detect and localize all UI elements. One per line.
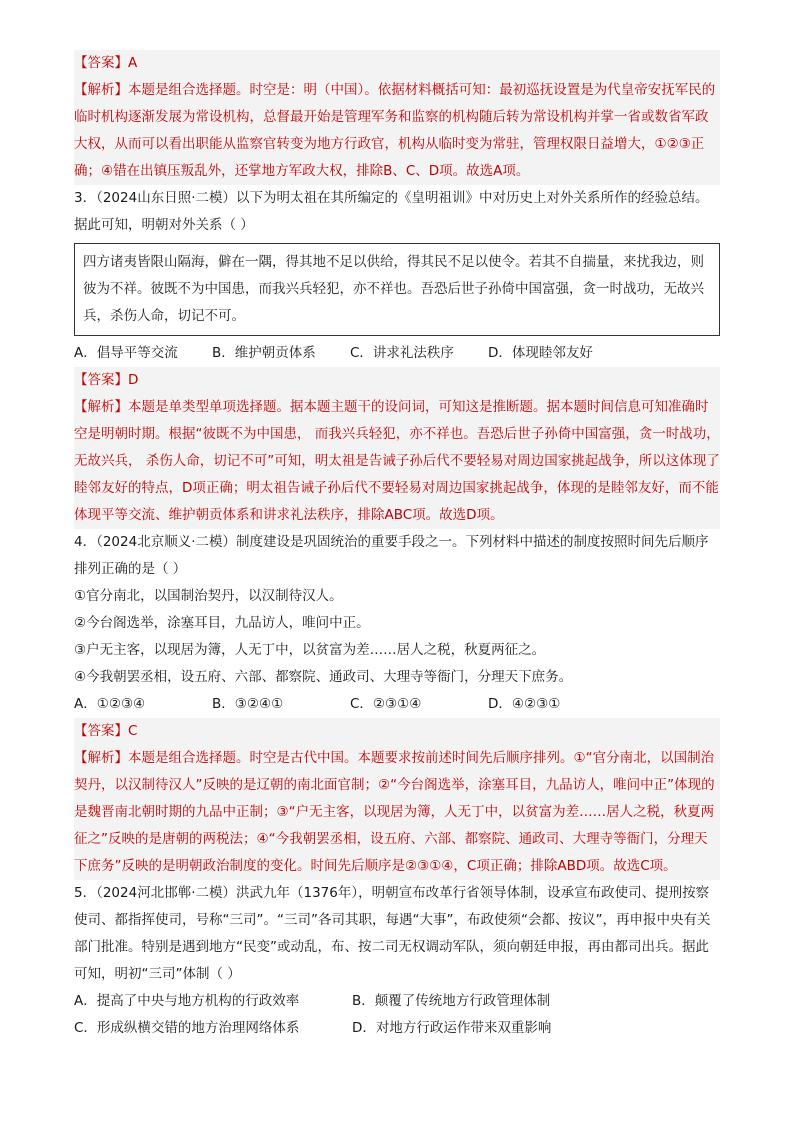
q5-option-b: B．颠覆了传统地方行政管理体制 [352, 993, 551, 1009]
q3-stem: 3．（2024山东日照·二模）以下为明太祖在其所编定的《皇明祖训》中对历史上对外关系所作的经验总结。据此可知，明朝对外关系（ ） [74, 190, 709, 233]
q5-options-row-2 [74, 1015, 720, 1042]
q5-stem: 5．（2024河北邯郸·二模）洪武九年（1376年），明朝宣布改革行省领导体制，设承宣布政使司、提刑按察使司、都指挥使司，号称“三司”。“三司”各司其职，每遇“大事”，布政使须“会都、按议”，再申报中央有关部门批准。特别是遇到地方“民变”或动乱，布、按二司无权调动军队，须向朝廷申报，再由都司出兵。据此可知，明初“三司”体制（ ） [74, 885, 711, 982]
q5-options-row-1 [74, 988, 720, 1015]
q4-stem: 4．（2024北京顺义·二模）制度建设是巩固统治的重要手段之一。下列材料中描述的制度按照时间先后顺序排列正确的是（ ） [74, 534, 709, 577]
q4-analysis: 【解析】本题是组合选择题。时空是古代中国。本题要求按前述时间先后顺序排列。①“官分南北，以国制治契丹，以汉制待汉人”反映的是辽朝的南北面官制；②“今台阁选举，涂塞耳目，九品访人，唯问中正”体现的是魏晋南北朝时期的九品中正制；③“户无主客，以现居为簿，人无丁中，以贫富为差……居人之税，秋夏两征之”反映的是唐朝的两税法；④“今我朝罢丞相，设五府、六部、都察院、通政司、大理寺等衙门，分理天下庶务”反映的是明朝政治制度的变化。时间先后顺序是②③①④，C项正确；排除ABD项。故选C项。 [74, 750, 715, 874]
q4-answer: 【答案】C [74, 723, 138, 739]
q3-options [74, 340, 720, 367]
q4-options [74, 691, 720, 718]
q3-answer-block [74, 367, 720, 529]
q5-option-a: A．提高了中央与地方机构的行政效率 [74, 993, 300, 1009]
q4-item-2: ②今台阁选举，涂塞耳目，九品访人，唯问中正。 [74, 615, 370, 631]
q5-option-d: D．对地方行政运作带来双重影响 [352, 1020, 552, 1036]
q4-option-a: A．①②③④ [74, 696, 146, 712]
q2-answer-block [74, 50, 720, 185]
q4-option-c: C．②③①④ [350, 696, 422, 712]
q3-option-a: A．倡导平等交流 [74, 345, 178, 361]
q2-answer: 【答案】A [74, 55, 138, 71]
q4-item-4: ④今我朝罢丞相，设五府、六部、都察院、通政司、大理寺等衙门，分理天下庶务。 [74, 669, 573, 685]
q5-option-c: C．形成纵横交错的地方治理网络体系 [74, 1020, 300, 1036]
q3-answer: 【答案】D [74, 372, 139, 388]
q2-analysis: 【解析】本题是组合选择题。时空是：明（中国）。依据材料概括可知：最初巡抚设置是为代皇帝安抚军民的临时机构逐渐发展为常设机构，总督最开始是管理军务和监察的机构随后转为常设机构并掌一省或数省军政大权，从而可以看出职能从监察官转变为地方行政官，机构从临时变为常驻，管理权限日益增大，①②③正确；④错在出镇压叛乱外，还掌地方军政大权，排除B、C、D项。故选A项。 [74, 82, 716, 179]
q4-item-1: ①官分南北，以国制治契丹，以汉制待汉人。 [74, 588, 343, 604]
q3-option-b: B．维护朝贡体系 [212, 345, 316, 361]
q4-option-b: B．③②④① [212, 696, 284, 712]
q3-option-c: C．讲求礼法秩序 [350, 345, 454, 361]
document-page [74, 50, 720, 1042]
q4-item-3: ③户无主客，以现居为簿，人无丁中，以贫富为差……居人之税，秋夏两征之。 [74, 642, 546, 658]
q3-option-d: D．体现睦邻友好 [488, 345, 593, 361]
q4-answer-block [74, 718, 720, 880]
q3-analysis: 【解析】本题是单类型单项选择题。据本题主题干的设问词，可知这是推断题。据本题时间信息可知准确时空是明朝时期。根据“彼既不为中国患， 而我兴兵轻犯，亦不祥也。吾恐后世子孙倚中国富强，贪一时战功， 无故兴兵， 杀伤人命，切记不可”可知，明太祖是告诫子孙后代不要轻易对周边国家挑起战争，所以这体现了睦邻友好的特点，D项正确；明太祖告诫子孙后代不要轻易对周边国家挑起战争，体现的是睦邻友好，而不能体现平等交流、维护朝贡体系和讲求礼法秩序，排除ABC项。故选D项。 [74, 399, 720, 523]
q4-option-d: D．④②③① [488, 696, 561, 712]
q3-quote-box: 四方诸夷皆限山隔海，僻在一隅，得其地不足以供给，得其民不足以使令。若其不自揣量，来扰我边，则彼为不祥。彼既不为中国患，而我兴兵轻犯，亦不祥也。吾恐后世子孙倚中国富强，贪一时战功，无故兴兵，杀伤人命，切记不可。 [74, 243, 720, 336]
